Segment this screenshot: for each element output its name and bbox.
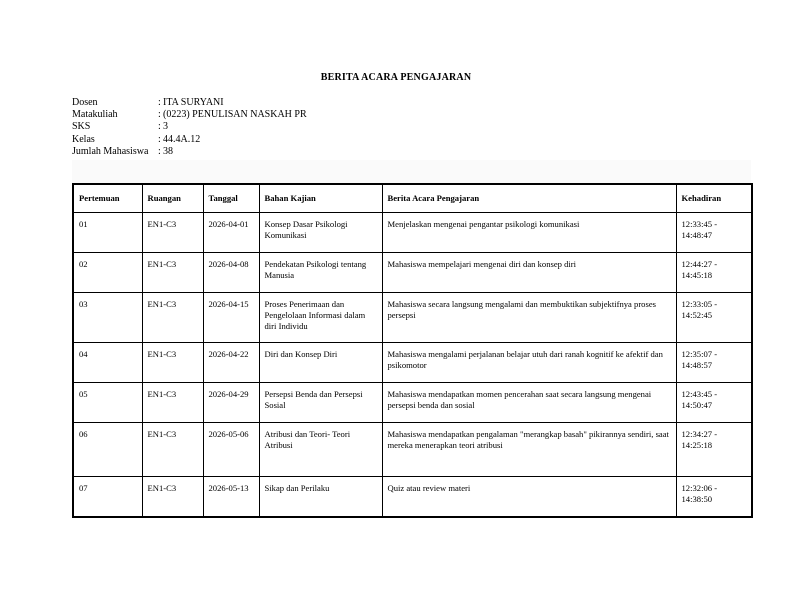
info-label: Dosen	[72, 97, 98, 108]
cell-pertemuan: 05	[73, 383, 142, 423]
table-row	[73, 383, 752, 423]
cell-kehadiran: 12:33:05 - 14:52:45	[676, 293, 752, 343]
info-row-jumlah-mahasiswa	[72, 146, 307, 158]
table-row	[73, 253, 752, 293]
cell-pertemuan: 01	[73, 213, 142, 253]
cell-berita-acara: Mahasiswa mendapatkan pengalaman "merangkap basah" pikirannya sendiri, saat mereka menerapkan teori atribusi	[382, 423, 676, 477]
info-row-kelas	[72, 134, 307, 146]
cell-ruangan: EN1-C3	[142, 213, 203, 253]
cell-kehadiran: 12:32:06 - 14:38:50	[676, 477, 752, 517]
header-kehadiran: Kehadiran	[676, 184, 752, 213]
cell-berita-acara: Menjelaskan mengenai pengantar psikologi komunikasi	[382, 213, 676, 253]
cell-ruangan: EN1-C3	[142, 423, 203, 477]
cell-berita-acara: Mahasiswa mendapatkan momen pencerahan saat secara langsung mengenai persepsi benda dan sosial	[382, 383, 676, 423]
info-label: Jumlah Mahasiswa	[72, 145, 149, 157]
info-colon: :	[158, 97, 161, 108]
cell-pertemuan: 07	[73, 477, 142, 517]
cell-ruangan: EN1-C3	[142, 293, 203, 343]
cell-berita-acara: Mahasiswa mempelajari mengenai diri dan konsep diri	[382, 253, 676, 293]
cell-ruangan: EN1-C3	[142, 253, 203, 293]
cell-kehadiran: 12:33:45 - 14:48:47	[676, 213, 752, 253]
cell-tanggal: 2026-04-29	[203, 383, 259, 423]
info-row-matakuliah	[72, 109, 307, 121]
info-value: 3	[163, 121, 168, 133]
info-colon: :	[158, 133, 161, 145]
cell-ruangan: EN1-C3	[142, 477, 203, 517]
header-bahan-kajian: Bahan Kajian	[259, 184, 382, 213]
info-row-dosen	[72, 97, 307, 109]
cell-kehadiran: 12:44:27 - 14:45:18	[676, 253, 752, 293]
table-header-row	[73, 184, 752, 213]
cell-bahan-kajian: Atribusi dan Teori- Teori Atribusi	[259, 423, 382, 477]
cell-pertemuan: 04	[73, 343, 142, 383]
info-row-sks	[72, 121, 307, 133]
cell-bahan-kajian: Pendekatan Psikologi tentang Manusia	[259, 253, 382, 293]
info-value: 38	[163, 145, 173, 157]
cell-ruangan: EN1-C3	[142, 343, 203, 383]
cell-kehadiran: 12:35:07 - 14:48:57	[676, 343, 752, 383]
cell-bahan-kajian: Proses Penerimaan dan Pengelolaan Informasi dalam diri Individu	[259, 293, 382, 343]
table-header-shading	[72, 160, 751, 184]
table-row	[73, 343, 752, 383]
info-colon: :	[158, 121, 161, 133]
cell-berita-acara: Mahasiswa secara langsung mengalami dan membuktikan subjektifnya proses persepsi	[382, 293, 676, 343]
course-info	[72, 97, 307, 158]
cell-pertemuan: 02	[73, 253, 142, 293]
cell-tanggal: 2026-05-06	[203, 423, 259, 477]
teaching-record-table	[72, 183, 753, 518]
info-value: 44.4A.12	[163, 133, 201, 145]
cell-bahan-kajian: Konsep Dasar Psikologi Komunikasi	[259, 213, 382, 253]
document-title: BERITA ACARA PENGAJARAN	[320, 72, 472, 83]
info-value: (0223) PENULISAN NASKAH PR	[163, 109, 307, 121]
info-value: ITA SURYANI	[163, 97, 224, 108]
cell-bahan-kajian: Diri dan Konsep Diri	[259, 343, 382, 383]
info-label: Matakuliah	[72, 109, 118, 121]
info-colon: :	[158, 109, 161, 121]
header-ruangan: Ruangan	[142, 184, 203, 213]
cell-berita-acara: Mahasiswa mengalami perjalanan belajar utuh dari ranah kognitif ke afektif dan psikomotor	[382, 343, 676, 383]
cell-berita-acara: Quiz atau review materi	[382, 477, 676, 517]
cell-tanggal: 2026-05-13	[203, 477, 259, 517]
info-colon: :	[158, 145, 161, 157]
header-pertemuan: Pertemuan	[73, 184, 142, 213]
info-label: SKS	[72, 121, 91, 133]
cell-kehadiran: 12:34:27 - 14:25:18	[676, 423, 752, 477]
cell-tanggal: 2026-04-22	[203, 343, 259, 383]
table-row	[73, 423, 752, 477]
cell-tanggal: 2026-04-01	[203, 213, 259, 253]
header-tanggal: Tanggal	[203, 184, 259, 213]
header-berita-acara: Berita Acara Pengajaran	[382, 184, 676, 213]
table-row	[73, 477, 752, 517]
cell-tanggal: 2026-04-08	[203, 253, 259, 293]
cell-bahan-kajian: Sikap dan Perilaku	[259, 477, 382, 517]
cell-pertemuan: 03	[73, 293, 142, 343]
cell-bahan-kajian: Persepsi Benda dan Persepsi Sosial	[259, 383, 382, 423]
cell-ruangan: EN1-C3	[142, 383, 203, 423]
cell-tanggal: 2026-04-15	[203, 293, 259, 343]
info-label: Kelas	[72, 133, 95, 145]
cell-pertemuan: 06	[73, 423, 142, 477]
cell-kehadiran: 12:43:45 - 14:50:47	[676, 383, 752, 423]
table-row	[73, 213, 752, 253]
table-row	[73, 293, 752, 343]
